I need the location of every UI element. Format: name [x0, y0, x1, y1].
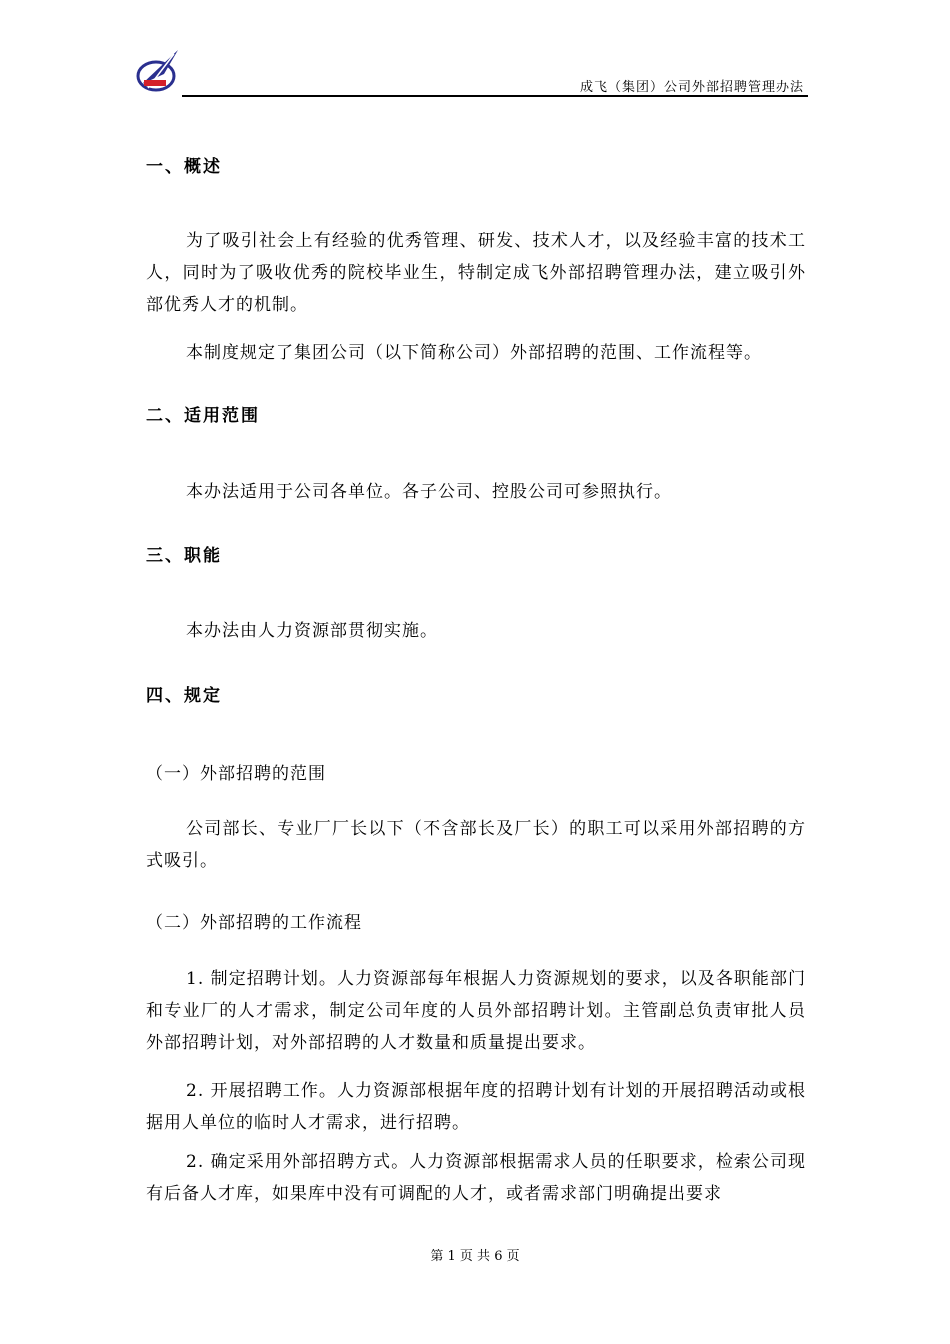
section-1-paragraph-2: 本制度规定了集团公司（以下简称公司）外部招聘的范围、工作流程等。	[186, 343, 762, 363]
company-logo-icon	[134, 44, 182, 96]
workflow-step-2: 2. 开展招聘工作。人力资源部根据年度的招聘计划有计划的开展招聘活动或根据用人单位的临时人才需求，进行招聘。	[146, 1081, 806, 1133]
header-title: 成飞（集团）公司外部招聘管理办法	[579, 80, 804, 95]
subsection-1-title: （一）外部招聘的范围	[146, 764, 326, 784]
section-3-title: 三、职能	[146, 546, 222, 566]
page-number: 第 1 页 共 6 页	[430, 1249, 520, 1264]
section-4-title: 四、规定	[146, 686, 222, 706]
section-3-paragraph: 本办法由人力资源部贯彻实施。	[186, 621, 438, 641]
section-2-paragraph: 本办法适用于公司各单位。各子公司、控股公司可参照执行。	[186, 482, 672, 502]
section-1-paragraph-1: 为了吸引社会上有经验的优秀管理、研发、技术人才，以及经验丰富的技术工人，同时为了吸收优秀的院校毕业生，特制定成飞外部招聘管理办法，建立吸引外部优秀人才的机制。	[146, 231, 806, 315]
section-2-title: 二、适用范围	[146, 406, 260, 426]
section-1-title: 一、概述	[146, 157, 222, 177]
subsection-1-paragraph: 公司部长、专业厂厂长以下（不含部长及厂长）的职工可以采用外部招聘的方式吸引。	[146, 819, 806, 871]
workflow-step-1: 1. 制定招聘计划。人力资源部每年根据人力资源规划的要求，以及各职能部门和专业厂的人才需求，制定公司年度的人员外部招聘计划。主管副总负责审批人员外部招聘计划，对外部招聘的人才数量和质量提出要求。	[146, 969, 806, 1053]
workflow-step-3: 2. 确定采用外部招聘方式。人力资源部根据需求人员的任职要求，检索公司现有后备人才库，如果库中没有可调配的人才，或者需求部门明确提出要求	[146, 1152, 806, 1204]
header-rule	[182, 95, 808, 97]
subsection-2-title: （二）外部招聘的工作流程	[146, 913, 362, 933]
